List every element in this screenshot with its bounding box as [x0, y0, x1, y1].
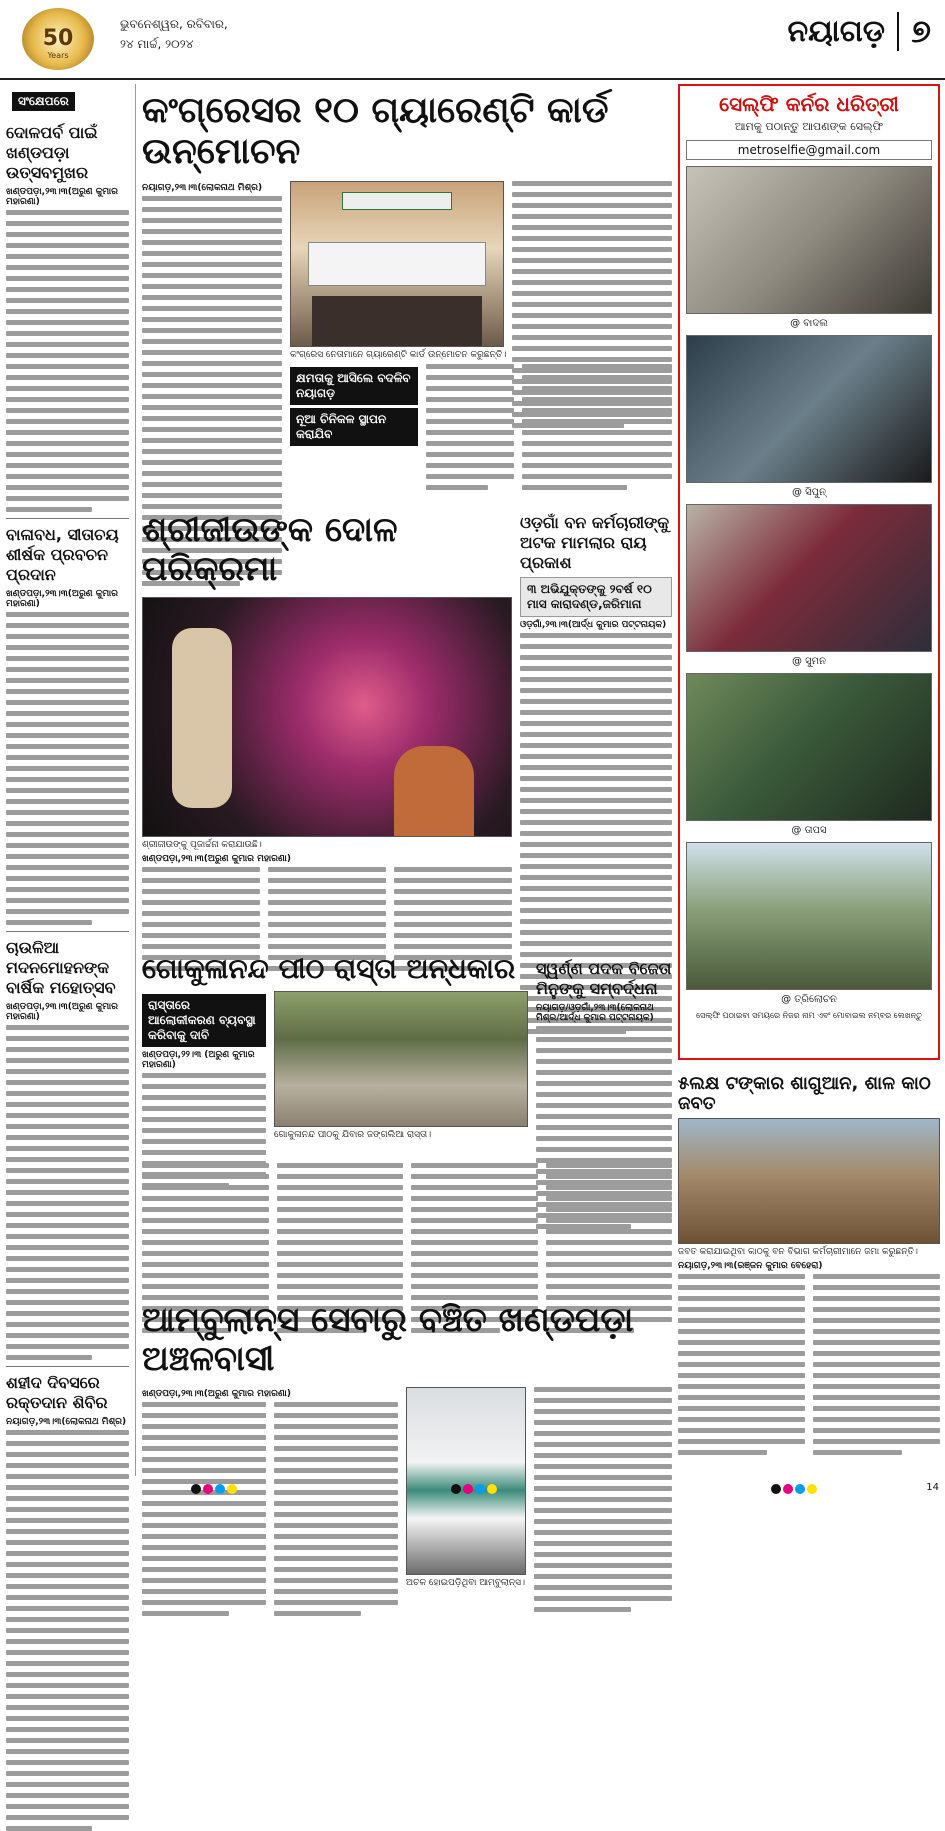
- selfie-footer: ସେଲ୍ଫି ପଠାଇବା ସମୟରେ ନିଜର ନାମ ଏବଂ ମୋବାଇଲ ନମ୍ବର ଲେଖନ୍ତୁ: [696, 1011, 922, 1020]
- lead-highlight-2: ନୂଆ ଚିନିକଳ ସ୍ଥାପନ କରାଯିବ: [290, 408, 418, 446]
- road-byline: ଖଣ୍ଡପଡ଼ା,୨୨।୩ (ଅରୁଣ କୁମାର ମହାରଣା): [142, 1049, 255, 1070]
- selfie-photo-5: [686, 842, 932, 990]
- brief-headline-2: ବାଳାବଧ, ସୀତାଚୟ ଶୀର୍ଷକ ପ୍ରବଚନ ପ୍ରଦାନ: [6, 525, 119, 584]
- selfie-photo-2: [686, 335, 932, 483]
- timber-photo: [678, 1118, 940, 1244]
- road-headline: ଗୋକୁଳାନନ୍ଦ ପୀଠ ରାସ୍ତା ଅନ୍ଧକାର: [142, 951, 516, 985]
- lead-story-left: ନୟାଗଡ଼,୨୩।୩(ଲୋକନାଥ ମିଶ୍ର): [142, 181, 282, 507]
- right-column: [678, 84, 940, 1476]
- selfie-email: metroselfie@gmail.com: [686, 140, 932, 160]
- gold-headline: ସ୍ୱର୍ଣ୍ଣ ପଦକ ବିଜେତା ମିନୁଙ୍କୁ ସମ୍ବର୍ଦ୍ଧନା: [536, 958, 672, 998]
- road-photo: [274, 991, 528, 1127]
- selfie-title: ସେଲ୍ଫି କର୍ନର ଧରିତ୍ରୀ: [719, 92, 899, 116]
- selfie-name-2: @ ସିପୁନ୍: [791, 487, 827, 498]
- brief-body-1: [6, 210, 129, 512]
- dateline: ଭୁବନେଶ୍ୱର, ରବିବାର, ୨୪ ମାର୍ଚ୍ଚ, ୨୦୨୪: [120, 17, 228, 51]
- road-caption: ଗୋକୁଳାନନ୍ଦ ପୀଠକୁ ଯିବାର ଜଙ୍ଗଲିଆ ରାସ୍ତା।: [274, 1129, 432, 1140]
- brief-byline-3: ଖଣ୍ଡପଡ଼ା,୨୩।୩(ଅରୁଣ କୁମାର ମହାରଣା): [6, 1002, 118, 1022]
- forest-headline: ଓଡ଼ଗାଁ ବନ କର୍ମଚାରୀଙ୍କୁ ଅଟକ ମାମଲାର ରାୟ ପ୍ରକାଶ: [520, 512, 670, 572]
- page-index: 14: [926, 1482, 939, 1493]
- dola-byline: ଖଣ୍ଡପଡ଼ା,୨୩।୩(ଅରୁଣ କୁମାର ମହାରଣା): [142, 853, 291, 864]
- timber-caption: ଜବତ କରାଯାଇଥିବା କାଠକୁ ବନ ବିଭାଗ କର୍ମଚାରୀମାନେ ଜମା କରୁଛନ୍ତି।: [678, 1247, 918, 1257]
- left-column: [0, 84, 136, 1476]
- print-registration-bar: [0, 1480, 945, 1499]
- ambulance-headline: ଆମ୍ବୁଲାନ୍ସ ସେବାରୁ ବଞ୍ଚିତ ଖଣ୍ଡପଡ଼ା ଅଞ୍ଚଳବାସୀ: [142, 1299, 634, 1379]
- brief-byline-2: ଖଣ୍ଡପଡ଼ା,୨୩।୩(ଅରୁଣ କୁମାର ମହାରଣା): [6, 589, 118, 609]
- forest-byline: ଓଡ଼ଗାଁ,୨୩।୩(ଆର୍ଦ୍ଧ କୁମାର ପଟ୍ଟନାୟକ): [520, 619, 667, 630]
- selfie-name-1: @ ବାଦଲ: [790, 318, 828, 329]
- brief-headline-4: ଶହୀଦ ଦିବସରେ ରକ୍ତଦାନ ଶିବିର: [6, 1373, 108, 1412]
- brief-byline-4: ନୟାଗଡ଼,୨୩।୩(ଲୋକନାଥ ମିଶ୍ର): [6, 1417, 127, 1427]
- main-column: [142, 84, 672, 1588]
- brief-body-3: [6, 1025, 129, 1360]
- selfie-name-3: @ ସୁମନ: [791, 656, 827, 667]
- timber-byline: ନୟାଗଡ଼,୨୩।୩(ରଞ୍ଜନ କୁମାର ବେହେରା): [678, 1261, 823, 1271]
- forest-highlight: ୩ ଅଭିଯୁକ୍ତଙ୍କୁ ୨ବର୍ଷ ୧୦ ମାସ କାରାଦଣ୍ଡ,ଜରିମାନା: [520, 577, 672, 617]
- dola-photo: [142, 597, 512, 837]
- selfie-photo-3: [686, 504, 932, 652]
- dola-caption: ଶ୍ରୀଜୀଉଙ୍କୁ ପୂଜାର୍ଚ୍ଚନା କରାଯାଉଛି।: [142, 839, 262, 850]
- brief-headline-3: ଚାଉଳିଆ ମଦନମୋହନଙ୍କ ବାର୍ଷିକ ମହୋତ୍ସବ: [6, 938, 116, 997]
- lead-headline: କଂଗ୍ରେସର ୧୦ ଗ୍ୟାରେଣ୍ଟି କାର୍ଡ ଉନ୍ମୋଚନ: [142, 90, 609, 173]
- anniversary-logo: 50 Years: [22, 8, 94, 70]
- selfie-name-4: @ ତାପସ: [791, 825, 827, 836]
- gold-byline: ନୟାଗଡ଼/ଓଡ଼ଗାଁ,୨୩।୩(ଲୋକନାଥ ମିଶ୍ର/ଆର୍ଦ୍ଧ କୁମାର ପଟ୍ଟନାୟକ): [536, 1002, 654, 1023]
- lead-story-right: [512, 181, 672, 347]
- selfie-corner: [678, 84, 940, 1060]
- ambulance-byline: ଖଣ୍ଡପଡ଼ା,୨୩।୩(ଅରୁଣ କୁମାର ମହାରଣା): [142, 1388, 291, 1399]
- dola-headline: ଶ୍ରୀଜୀଉଙ୍କ ଦୋଳ ପରିକ୍ରମା: [142, 509, 398, 589]
- brief-headline-1: ଦୋଳପର୍ବ ପାଇଁ ଖଣ୍ଡପଡ଼ା ଉତ୍ସବମୁଖର: [6, 123, 98, 182]
- section-title: ନୟାଗଡ଼: [787, 14, 885, 49]
- road-highlight: ରାସ୍ତାରେ ଆଲୋକୀକରଣ ବ୍ୟବସ୍ଥା କରିବାକୁ ଦାବି: [142, 994, 266, 1047]
- selfie-photo-4: [686, 673, 932, 821]
- selfie-name-5: @ ତ୍ରିଲୋଚନ: [781, 994, 837, 1005]
- masthead: [0, 0, 945, 80]
- briefs-tag: ସଂକ୍ଷେପରେ: [12, 92, 75, 111]
- selfie-subtitle: ଆମକୁ ପଠାନ୍ତୁ ଆପଣଙ୍କ ସେଲ୍ଫି: [734, 120, 884, 133]
- brief-byline-1: ଖଣ୍ଡପଡ଼ା,୨୩।୩(ଅରୁଣ କୁମାର ମହାରଣା): [6, 187, 118, 207]
- page-number: ୭: [897, 12, 931, 51]
- lead-photo-caption: କଂଗ୍ରେସ ନେତାମାନେ ଗ୍ୟାରେଣ୍ଟି କାର୍ଡ ଉନ୍ମୋଚନ କରୁଛନ୍ତି।: [290, 349, 507, 360]
- selfie-photo-1: [686, 166, 932, 314]
- ambulance-caption: ଅଚଳ ହୋଇପଡ଼ିଥିବା ଆମ୍ବୁଲାନ୍ସ।: [406, 1577, 526, 1588]
- brief-body-2: [6, 612, 129, 925]
- lead-highlight-1: କ୍ଷମତାକୁ ଆସିଲେ ବଦଳିବ ନୟାଗଡ଼: [290, 367, 418, 405]
- lead-photo: [290, 181, 504, 347]
- timber-headline: ୫ଲକ୍ଷ ଟଙ୍କାର ଶାଗୁଆନ, ଶାଳ କାଠ ଜବତ: [678, 1073, 931, 1114]
